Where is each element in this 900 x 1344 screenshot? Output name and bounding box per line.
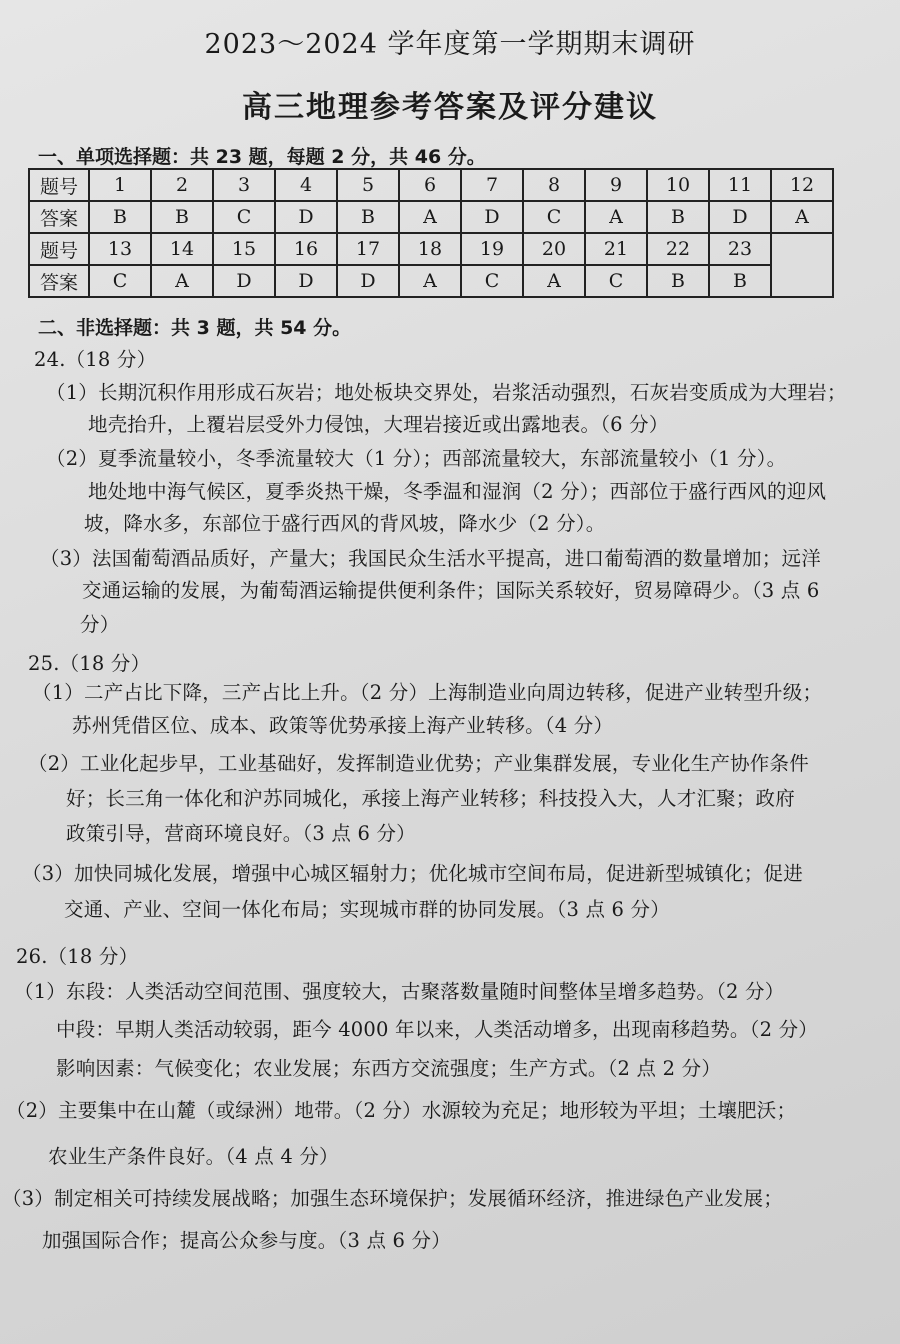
answer-line: （1）二产占比下降，三产占比上升。（2 分）上海制造业向周边转移，促进产业转型升级； xyxy=(32,681,823,704)
question-number-cell: 11 xyxy=(709,169,771,201)
answer-table xyxy=(28,168,834,298)
answer-line: （3）制定相关可持续发展战略；加强生态环境保护；发展循环经济，推进绿色产业发展； xyxy=(2,1187,783,1210)
question-number-cell: 7 xyxy=(461,169,523,201)
question-number-cell: 13 xyxy=(89,233,151,265)
table-header-cell: 答案 xyxy=(29,201,89,233)
answer-cell: B xyxy=(647,201,709,233)
answer-cell: A xyxy=(399,201,461,233)
section-multiple-choice-heading: 一、单项选择题：共 23 题，每题 2 分，共 46 分。 xyxy=(38,146,486,168)
question-number-cell: 3 xyxy=(213,169,275,201)
table-header-cell: 答案 xyxy=(29,265,89,297)
answer-cell: A xyxy=(523,265,585,297)
question-number-cell: 1 xyxy=(89,169,151,201)
answer-line: 交通运输的发展，为葡萄酒运输提供便利条件；国际关系较好，贸易障碍少。（3 点 6 xyxy=(82,579,820,602)
answer-cell: B xyxy=(709,265,771,297)
answer-line: 地壳抬升，上覆岩层受外力侵蚀，大理岩接近或出露地表。（6 分） xyxy=(88,413,669,436)
answer-line: 地处地中海气候区，夏季炎热干燥，冬季温和湿润（2 分）；西部位于盛行西风的迎风 xyxy=(88,480,827,503)
question-number-cell: 19 xyxy=(461,233,523,265)
answer-line: 苏州凭借区位、成本、政策等优势承接上海产业转移。（4 分） xyxy=(72,714,614,737)
question-number-cell: 4 xyxy=(275,169,337,201)
answer-line: 分） xyxy=(80,613,120,636)
answer-line: （3）法国葡萄酒品质好，产量大；我国民众生活水平提高，进口葡萄酒的数量增加；远洋 xyxy=(40,547,821,570)
page-title: 2023～2024 学年度第一学期期末调研 xyxy=(204,29,696,60)
question-26-heading: 26.（18 分） xyxy=(16,945,139,968)
answer-cell: A xyxy=(585,201,647,233)
question-number-cell: 21 xyxy=(585,233,647,265)
answer-cell: B xyxy=(337,201,399,233)
table-header-cell: 题号 xyxy=(29,169,89,201)
answer-line: 好；长三角一体化和沪苏同城化，承接上海产业转移；科技投入大，人才汇聚；政府 xyxy=(66,787,795,810)
table-header-cell: 题号 xyxy=(29,233,89,265)
answer-line: 农业生产条件良好。（4 点 4 分） xyxy=(48,1145,339,1168)
answer-cell: D xyxy=(709,201,771,233)
table-row xyxy=(29,201,833,233)
answer-line: （1）长期沉积作用形成石灰岩；地处板块交界处，岩浆活动强烈，石灰岩变质成为大理岩； xyxy=(46,381,847,404)
answer-line: 影响因素：气候变化；农业发展；东西方交流强度；生产方式。（2 点 2 分） xyxy=(56,1057,722,1080)
question-number-cell: 14 xyxy=(151,233,213,265)
question-number-cell: 6 xyxy=(399,169,461,201)
answer-line: （3）加快同城化发展，增强中心城区辐射力；优化城市空间布局，促进新型城镇化；促进 xyxy=(22,862,803,885)
answer-cell: D xyxy=(275,265,337,297)
question-number-cell: 15 xyxy=(213,233,275,265)
question-number-cell: 5 xyxy=(337,169,399,201)
answer-cell: C xyxy=(461,265,523,297)
answer-cell: A xyxy=(399,265,461,297)
answer-line: （1）东段：人类活动空间范围、强度较大，古聚落数量随时间整体呈增多趋势。（2 分） xyxy=(14,980,785,1003)
answer-line: 交通、产业、空间一体化布局；实现城市群的协同发展。（3 点 6 分） xyxy=(64,898,670,921)
answer-line: 政策引导，营商环境良好。（3 点 6 分） xyxy=(66,822,416,845)
question-number-cell: 12 xyxy=(771,169,833,201)
answer-cell: C xyxy=(213,201,275,233)
answer-cell: D xyxy=(213,265,275,297)
answer-cell: B xyxy=(151,201,213,233)
question-number-cell: 16 xyxy=(275,233,337,265)
answer-cell: D xyxy=(461,201,523,233)
answer-line: 加强国际合作；提高公众参与度。（3 点 6 分） xyxy=(42,1229,451,1252)
question-number-cell: 2 xyxy=(151,169,213,201)
table-row xyxy=(29,233,833,265)
question-number-cell: 18 xyxy=(399,233,461,265)
answer-cell: C xyxy=(585,265,647,297)
question-number-cell: 22 xyxy=(647,233,709,265)
answer-cell: D xyxy=(275,201,337,233)
answer-line: 坡，降水多，东部位于盛行西风的背风坡，降水少（2 分）。 xyxy=(84,512,606,535)
question-number-cell: 20 xyxy=(523,233,585,265)
answer-line: 中段：早期人类活动较弱，距今 4000 年以来，人类活动增多，出现南移趋势。（2 分） xyxy=(56,1018,818,1041)
question-25-heading: 25.（18 分） xyxy=(28,652,151,675)
answer-cell: C xyxy=(89,265,151,297)
answer-cell: B xyxy=(89,201,151,233)
answer-line: （2）夏季流量较小，冬季流量较大（1 分）；西部流量较大，东部流量较小（1 分）。 xyxy=(46,447,787,470)
empty-cell xyxy=(771,233,833,297)
page-subtitle: 高三地理参考答案及评分建议 xyxy=(242,90,658,125)
answer-cell: B xyxy=(647,265,709,297)
answer-cell: C xyxy=(523,201,585,233)
question-number-cell: 23 xyxy=(709,233,771,265)
question-number-cell: 9 xyxy=(585,169,647,201)
answer-cell: A xyxy=(771,201,833,233)
question-number-cell: 10 xyxy=(647,169,709,201)
answer-cell: A xyxy=(151,265,213,297)
answer-line: （2）主要集中在山麓（或绿洲）地带。（2 分）水源较为充足；地形较为平坦；土壤肥沃； xyxy=(6,1099,797,1122)
question-number-cell: 8 xyxy=(523,169,585,201)
question-number-cell: 17 xyxy=(337,233,399,265)
table-row xyxy=(29,169,833,201)
section-free-response-heading: 二、非选择题：共 3 题，共 54 分。 xyxy=(38,317,352,339)
question-24-heading: 24.（18 分） xyxy=(34,348,157,371)
answer-cell: D xyxy=(337,265,399,297)
answer-line: （2）工业化起步早，工业基础好，发挥制造业优势；产业集群发展，专业化生产协作条件 xyxy=(28,752,809,775)
table-row xyxy=(29,265,833,297)
